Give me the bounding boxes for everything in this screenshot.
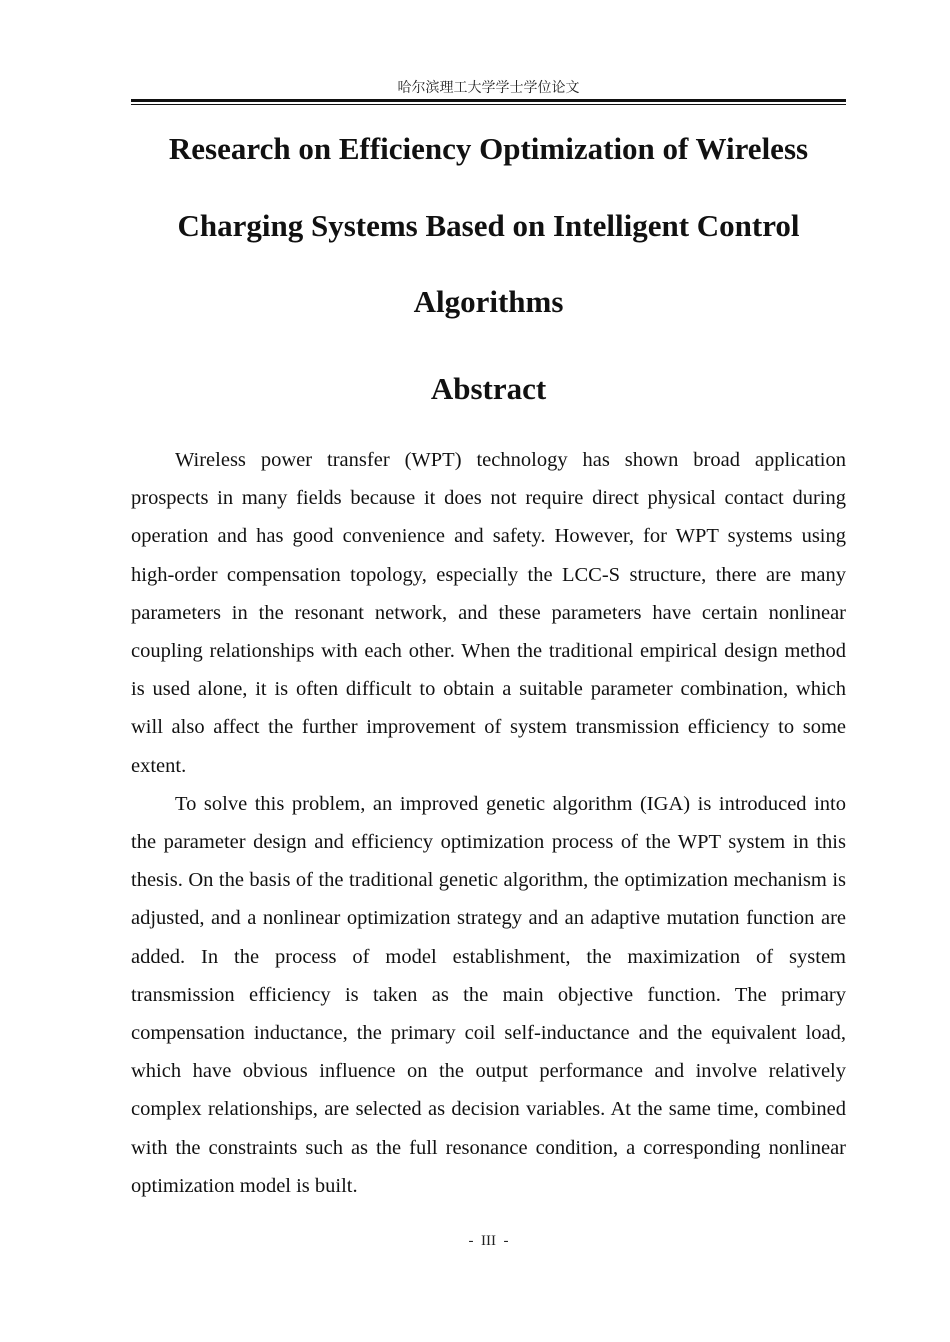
abstract-body <box>131 441 846 1205</box>
running-header: 哈尔滨理工大学学士学位论文 <box>397 80 580 96</box>
abstract-heading: Abstract <box>430 371 547 406</box>
page-number: - III - <box>468 1233 509 1249</box>
header-rule-thin <box>131 104 846 105</box>
abstract-paragraph-1: Wireless power transfer (WPT) technology has shown broad application prospects in many fields because it does not require direct physical contact during operation and has good convenience and safety. However, for WPT systems using high-order compensation topology, especially the LCC-S structure, there are many parameters in the resonant network, and these parameters have certain nonlinear coupling relationships with each other. When the traditional empirical design method is used alone, it is often difficult to obtain a suitable parameter combination, which will also affect the further improvement of system transmission efficiency to some extent. <box>131 449 846 777</box>
thesis-title: Research on Efficiency Optimization of Wireless Charging Systems Based on Intelligent Control Algorithms <box>168 131 809 319</box>
header-rule-thick <box>131 99 846 102</box>
abstract-paragraph-2: To solve this problem, an improved genetic algorithm (IGA) is introduced into the parameter design and efficiency optimization process of the WPT system in this thesis. On the basis of the traditional genetic algorithm, the optimization mechanism is adjusted, and a nonlinear optimization strategy and an adaptive mutation function are added. In the process of model establishment, the maximization of system transmission efficiency is taken as the main objective function. The primary compensation inductance, the primary coil self-inductance and the equivalent load, which have obvious influence on the output performance and involve relatively complex relationships, are selected as decision variables. At the same time, combined with the constraints such as the full resonance condition, a corresponding nonlinear optimization model is built. <box>131 792 846 1197</box>
